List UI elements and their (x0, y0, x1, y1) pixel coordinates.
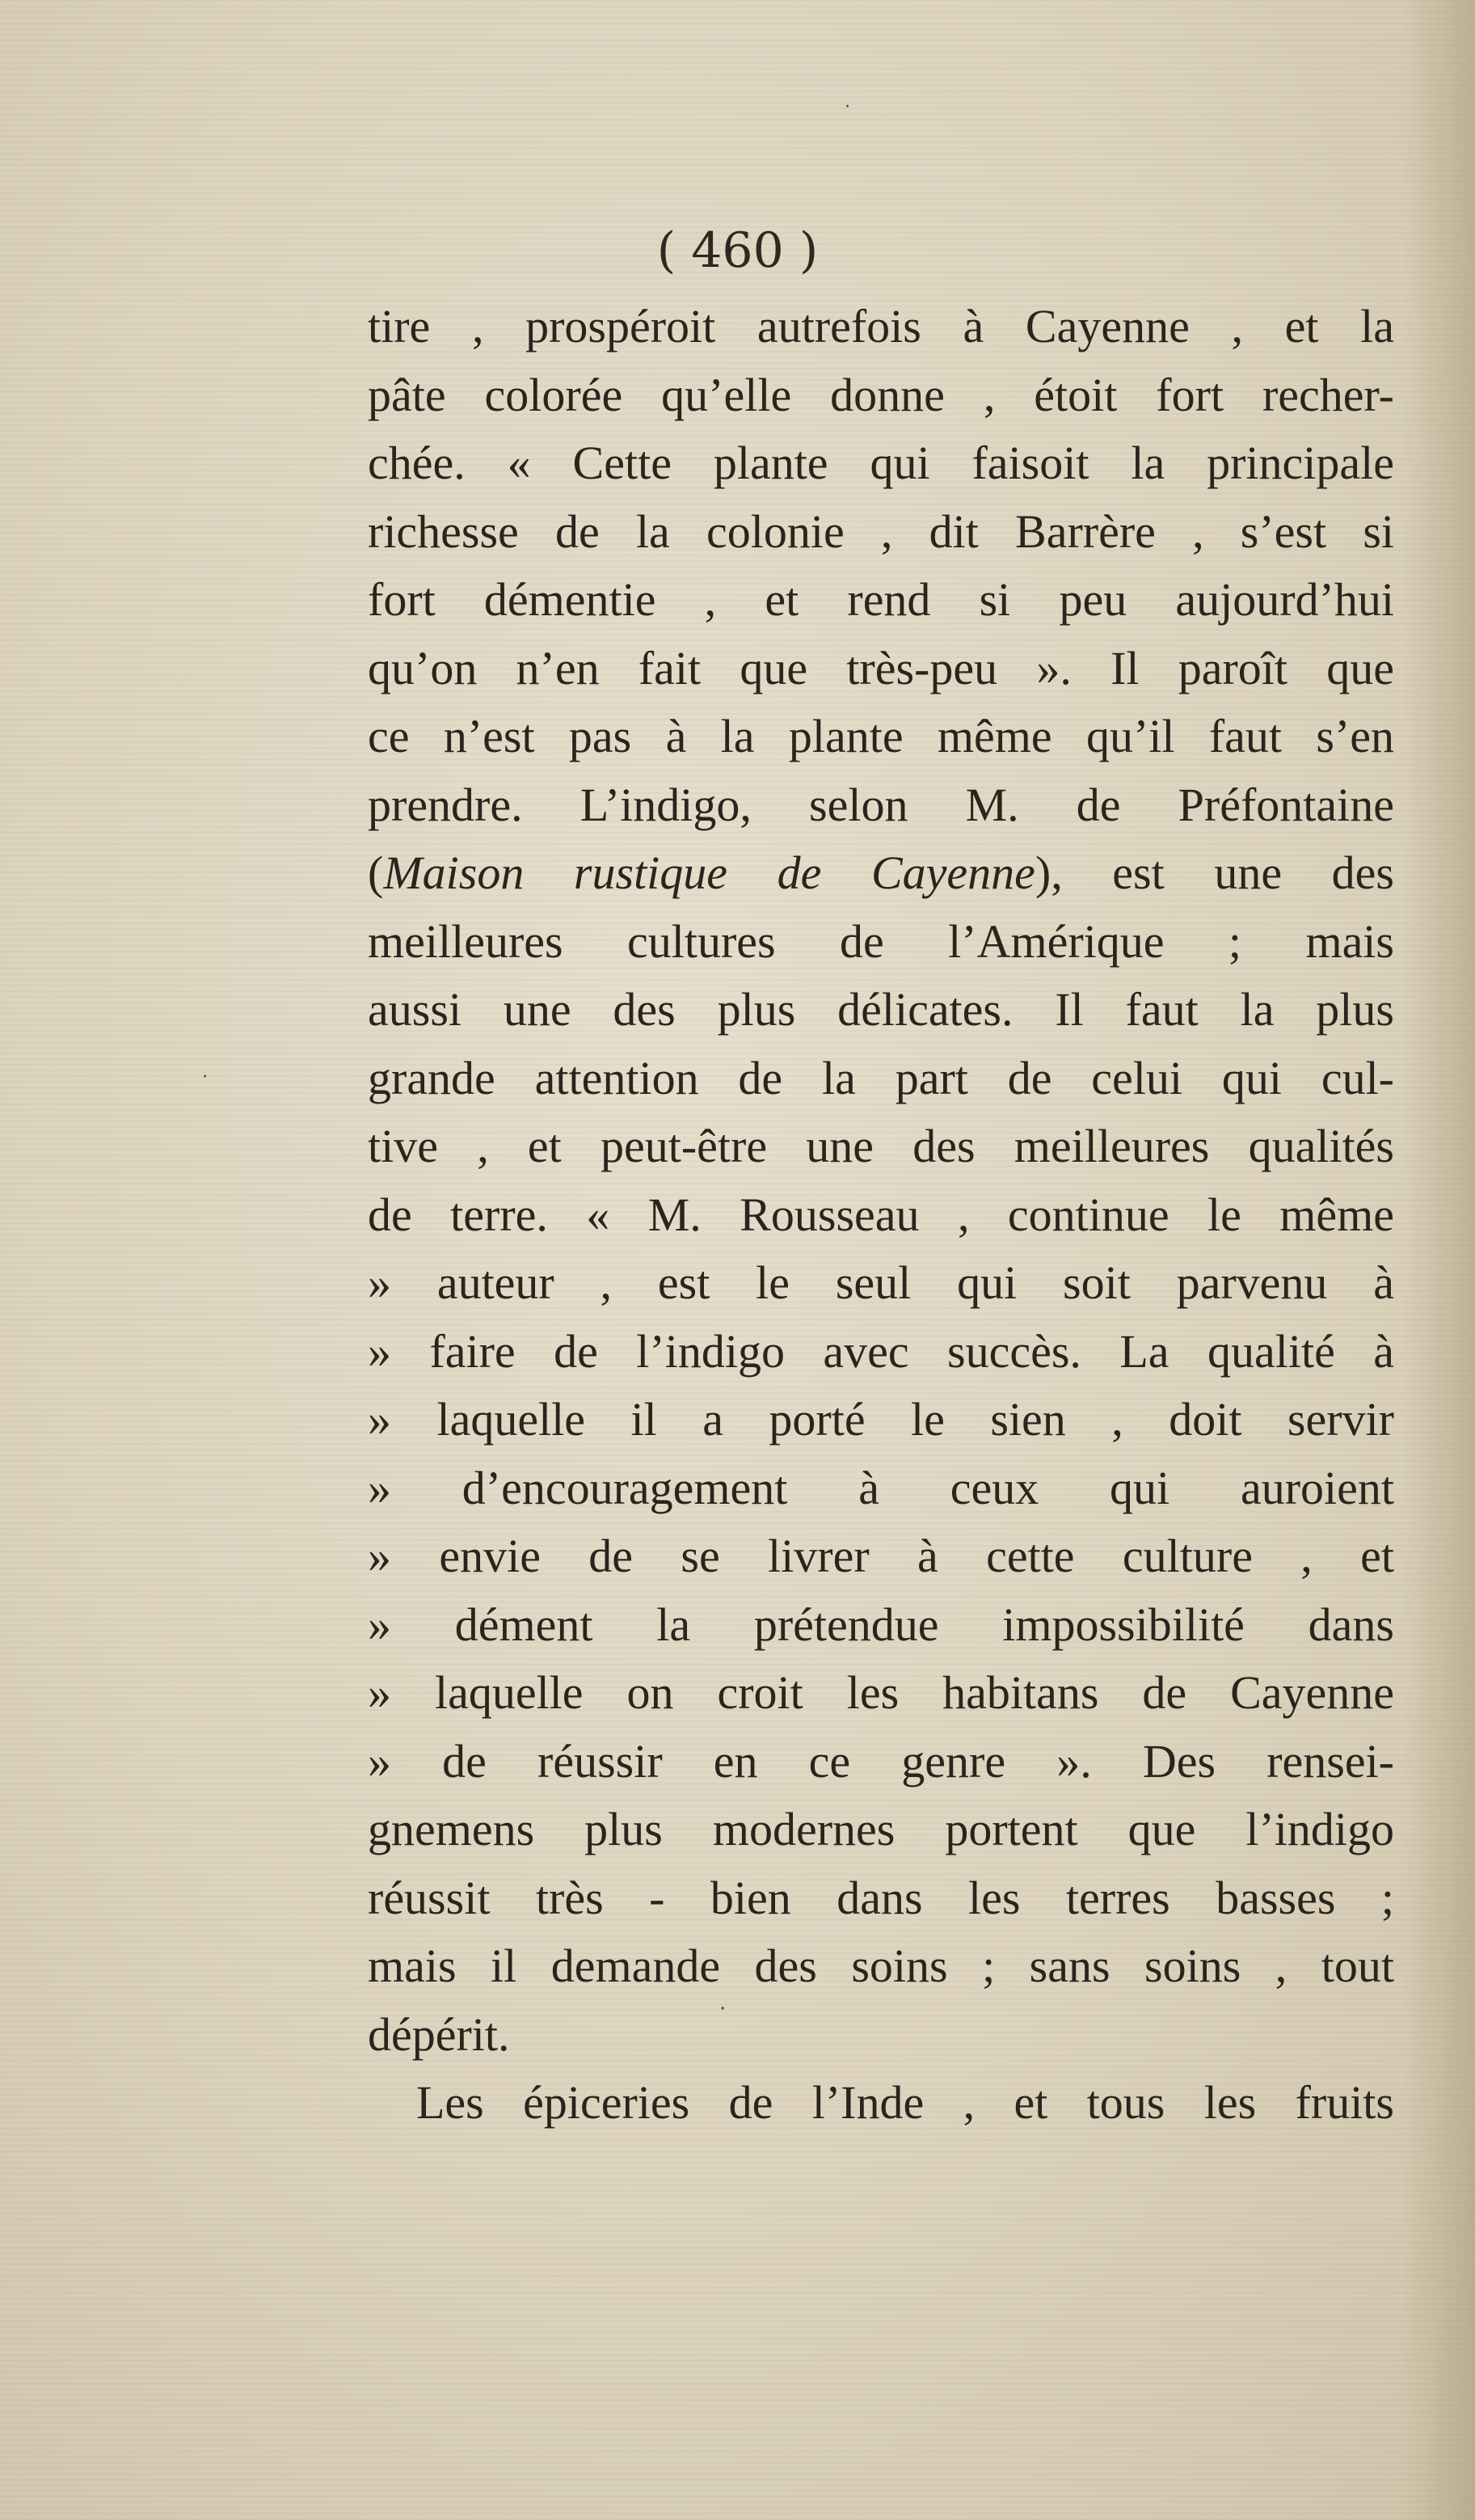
ink-speck: · (845, 97, 850, 117)
ink-speck: · (719, 1997, 727, 2021)
text-line: aussi une des plus délicates. Il faut la plus (368, 983, 1394, 1036)
paragraph-start-line: Les épiceries de l’Inde , et tous les fruits (416, 2076, 1394, 2129)
text-line: tive , et peut-être une des meilleures qualités (368, 1120, 1394, 1172)
text-line: grande attention de la part de celui qui cul- (368, 1051, 1394, 1104)
quote-line: » laquelle il a porté le sien , doit servir (368, 1393, 1394, 1446)
quote-line: » dément la prétendue impossibilité dans (368, 1598, 1394, 1651)
text-line: de terre. « M. Rousseau , continue le même (368, 1188, 1394, 1241)
text-line: gnemens plus modernes portent que l’indigo (368, 1803, 1394, 1855)
page-edge-shadow (1402, 0, 1475, 2520)
quote-line: » laquelle on croit les habitans de Cayenne (368, 1666, 1394, 1719)
paragraph-end-line: dépérit. (368, 2007, 510, 2061)
quote-line: » d’encouragement à ceux qui auroient (368, 1461, 1394, 1514)
text-line: fort démentie , et rend si peu aujourd’hui (368, 573, 1394, 626)
page-number: ( 460 ) (656, 222, 819, 279)
text-line: ce n’est pas à la plante même qu’il faut s’en (368, 710, 1394, 762)
text-line: chée. « Cette plante qui faisoit la principale (368, 437, 1394, 489)
quote-line: » de réussir en ce genre ». Des rensei- (368, 1734, 1394, 1788)
book-title-italic: Maison rustique de Cayenne (383, 846, 1035, 899)
quote-line: » auteur , est le seul qui soit parvenu à (368, 1256, 1394, 1309)
ink-speck: · (202, 1067, 208, 1087)
text-line-italic-title: (Maison rustique de Cayenne), est une des (368, 846, 1394, 899)
quote-line: » faire de l’indigo avec succès. La qualité à (368, 1324, 1394, 1378)
text-line: qu’on n’en fait que très-peu ». Il paroît que (368, 641, 1394, 694)
quote-line: » envie de se livrer à cette culture , et (368, 1530, 1394, 1582)
text-line: richesse de la colonie , dit Barrère , s’est si (368, 504, 1394, 558)
text-line: réussit très - bien dans les terres basses ; (368, 1871, 1394, 1924)
text-line: tire , prospéroit autrefois à Cayenne , et la (368, 300, 1394, 352)
text-line: prendre. L’indigo, selon M. de Préfontaine (368, 778, 1394, 831)
text-line: meilleures cultures de l’Amérique ; mais (368, 914, 1394, 968)
body-text (368, 293, 1394, 2138)
text-line: pâte colorée qu’elle donne , étoit fort recher- (368, 368, 1394, 421)
text-line: mais il demande des soins ; sans soins , tout (368, 1940, 1394, 1992)
